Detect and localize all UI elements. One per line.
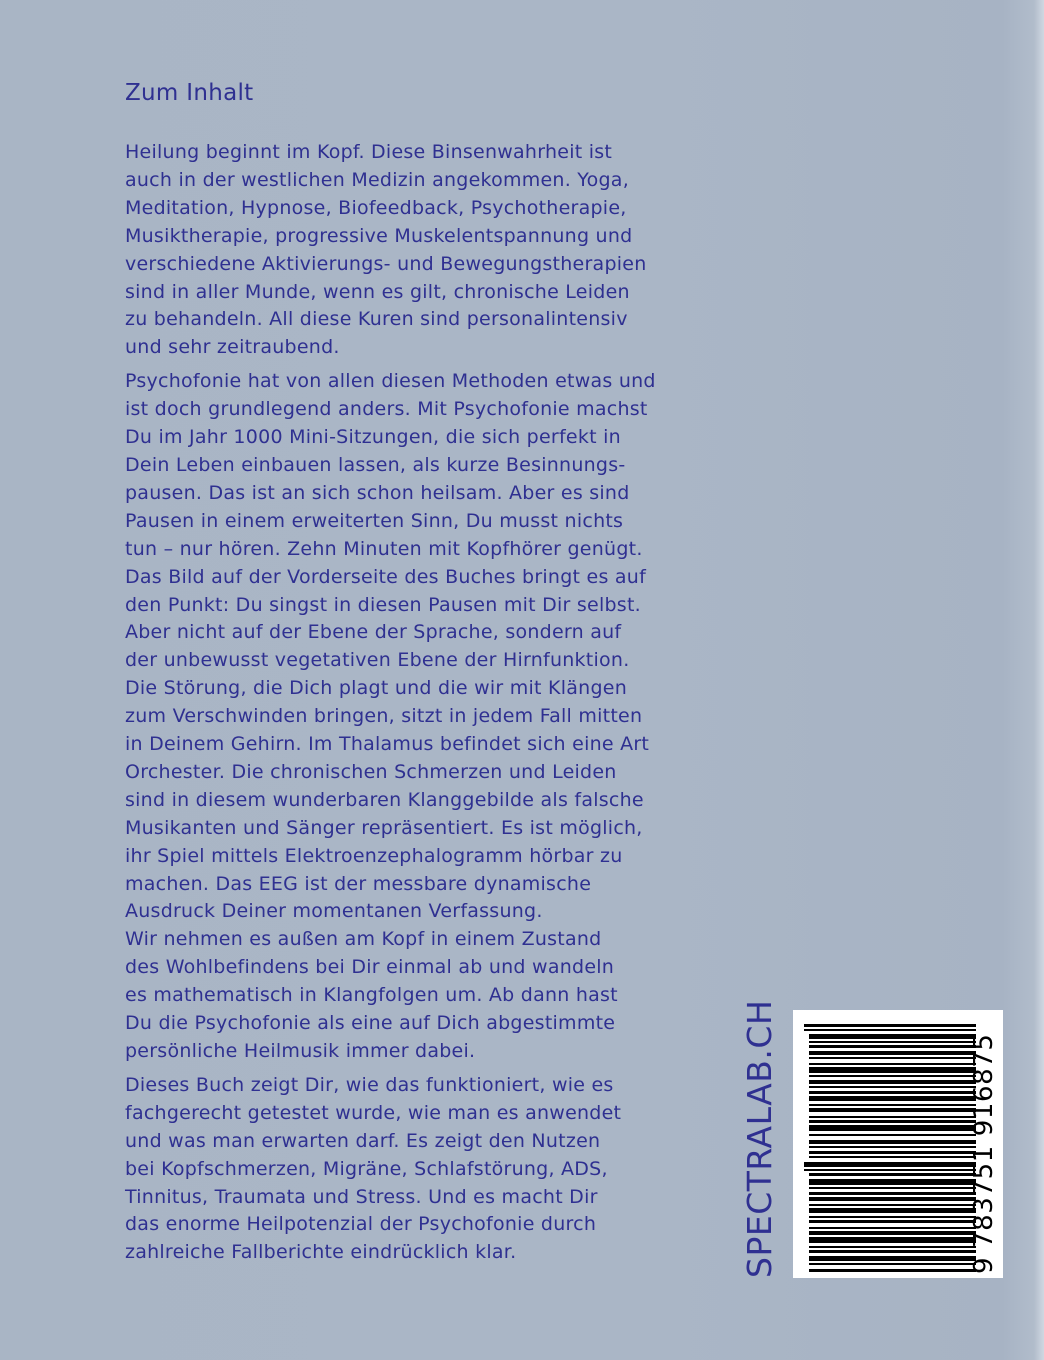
text-line: sind in diesem wunderbaren Klanggebilde als falsche (125, 788, 644, 811)
isbn-barcode (793, 1010, 1003, 1278)
text-line: sind in aller Munde, wenn es gilt, chronische Leiden (125, 280, 630, 303)
barcode-bar (809, 1091, 976, 1094)
text-line: Du die Psychofonie als eine auf Dich abgestimmte (125, 1012, 616, 1035)
barcode-bar (809, 1104, 976, 1106)
barcode-bar (809, 1096, 976, 1101)
barcode-bar (809, 1250, 976, 1253)
text-line: pausen. Das ist an sich schon heilsam. Aber es sind (125, 481, 630, 504)
text-line: Psychofonie hat von allen diesen Methoden etwas und (125, 370, 656, 393)
barcode-bars (804, 1024, 976, 1272)
barcode-bar (809, 1051, 976, 1055)
barcode-bar (809, 1187, 976, 1189)
barcode-bar (809, 1173, 976, 1176)
text-line: auch in der westlichen Medizin angekommen. Yoga, (125, 168, 629, 191)
text-line: zahlreiche Fallberichte eindrücklich klar. (125, 1241, 517, 1264)
barcode-bar (809, 1146, 976, 1148)
text-line: Aber nicht auf der Ebene der Sprache, sondern auf (125, 621, 622, 644)
barcode-bar (809, 1156, 976, 1158)
barcode-bar (809, 1192, 976, 1195)
section-heading: Zum Inhalt (125, 80, 254, 106)
text-line: Orchester. Die chronischen Schmerzen und Leiden (125, 760, 617, 783)
barcode-bar (804, 1169, 976, 1171)
text-line: den Punkt: Du singst in diesen Pausen mit Dir selbst. (125, 593, 641, 616)
barcode-bar (809, 1086, 976, 1088)
barcode-bar (809, 1227, 976, 1229)
text-line: Musiktherapie, progressive Muskelentspannung und (125, 224, 633, 247)
text-line: verschiedene Aktivierungs- und Bewegungstherapien (125, 252, 647, 275)
barcode-graphic (793, 1010, 1003, 1278)
barcode-bar (809, 1067, 976, 1073)
text-line: zu behandeln. All diese Kuren sind personalintensiv (125, 308, 628, 331)
barcode-bar (809, 1246, 976, 1248)
text-line: Musikanten und Sänger repräsentiert. Es ist möglich, (125, 816, 643, 839)
barcode-bar (809, 1197, 976, 1201)
blurb-text (125, 139, 685, 1273)
barcode-bar (809, 1269, 976, 1272)
text-line: Tinnitus, Traumata und Stress. Und es macht Dir (125, 1185, 598, 1208)
barcode-bar (809, 1080, 976, 1084)
text-line: Die Störung, die Dich plagt und die wir mit Klängen (125, 677, 628, 700)
barcode-bar (809, 1263, 976, 1265)
text-line: Dieses Buch zeigt Dir, wie das funktioniert, wie es (125, 1073, 614, 1096)
text-line: bei Kopfschmerzen, Migräne, Schlafstörung, ADS, (125, 1157, 608, 1180)
barcode-bar (809, 1204, 976, 1206)
barcode-bar (809, 1063, 976, 1065)
text-line: Meditation, Hypnose, Biofeedback, Psychotherapie, (125, 196, 627, 219)
barcode-bar (804, 1024, 976, 1027)
barcode-bar (809, 1220, 976, 1223)
text-line: es mathematisch in Klangfolgen um. Ab dann hast (125, 984, 618, 1007)
barcode-bar (809, 1256, 976, 1261)
text-line: des Wohlbefindens bei Dir einmal ab und wandeln (125, 956, 615, 979)
barcode-bar (809, 1151, 976, 1154)
text-line: und was man erwarten darf. Es zeigt den Nutzen (125, 1129, 601, 1152)
barcode-bar (809, 1057, 976, 1059)
text-line: Dein Leben einbauen lassen, als kurze Besinnungs- (125, 453, 626, 476)
barcode-bar (809, 1179, 976, 1185)
text-line: ist doch grundlegend anders. Mit Psychofonie machst (125, 398, 648, 421)
barcode-bar (809, 1208, 976, 1213)
text-line: Das Bild auf der Vorderseite des Buches bringt es auf (125, 565, 647, 588)
paragraph-1 (125, 139, 685, 362)
text-line: Pausen in einem erweiterten Sinn, Du musst nichts (125, 509, 624, 532)
text-line: das enorme Heilpotenzial der Psychofonie durch (125, 1213, 597, 1236)
barcode-bar (809, 1125, 976, 1131)
barcode-bar (809, 1140, 976, 1144)
barcode-bar (809, 1045, 976, 1048)
text-line: tun – nur hören. Zehn Minuten mit Kopfhörer genügt. (125, 537, 643, 560)
barcode-bar (804, 1162, 976, 1167)
barcode-bar (809, 1231, 976, 1235)
barcode-bar (809, 1116, 976, 1118)
text-line: ihr Spiel mittels Elektroenzephalogramm hörbar zu (125, 844, 623, 867)
barcode-bar (809, 1075, 976, 1077)
text-line: machen. Das EEG ist der messbare dynamische (125, 872, 592, 895)
barcode-bar (809, 1134, 976, 1136)
paragraph-2 (125, 368, 685, 1066)
paragraph-3 (125, 1072, 685, 1267)
spine-edge (1034, 0, 1044, 1360)
text-line: Heilung beginnt im Kopf. Diese Binsenwahrheit ist (125, 141, 613, 163)
text-line: Wir nehmen es außen am Kopf in einem Zustand (125, 928, 602, 951)
barcode-bar (809, 1034, 976, 1039)
text-line: und sehr zeitraubend. (125, 336, 340, 359)
publisher-url: SPECTRALAB.CH (740, 999, 779, 1278)
barcode-bar (804, 1029, 976, 1031)
text-line: persönliche Heilmusik immer dabei. (125, 1040, 476, 1062)
barcode-bar (809, 1108, 976, 1112)
text-line: Ausdruck Deiner momentanen Verfassung. (125, 900, 543, 923)
text-line: der unbewusst vegetativen Ebene der Hirnfunktion. (125, 649, 630, 672)
barcode-bar (809, 1120, 976, 1123)
barcode-digits: 9 783751 916875 (969, 1033, 999, 1274)
text-line: Du im Jahr 1000 Mini-Sitzungen, die sich perfekt in (125, 426, 621, 449)
barcode-bar (809, 1237, 976, 1243)
text-line: fachgerecht getestet wurde, wie man es anwendet (125, 1101, 622, 1124)
text-line: zum Verschwinden bringen, sitzt in jedem Fall mitten (125, 705, 643, 728)
text-line: in Deinem Gehirn. Im Thalamus befindet sich eine Art (125, 733, 650, 756)
barcode-bar (809, 1216, 976, 1218)
barcode-bar (809, 1041, 976, 1043)
